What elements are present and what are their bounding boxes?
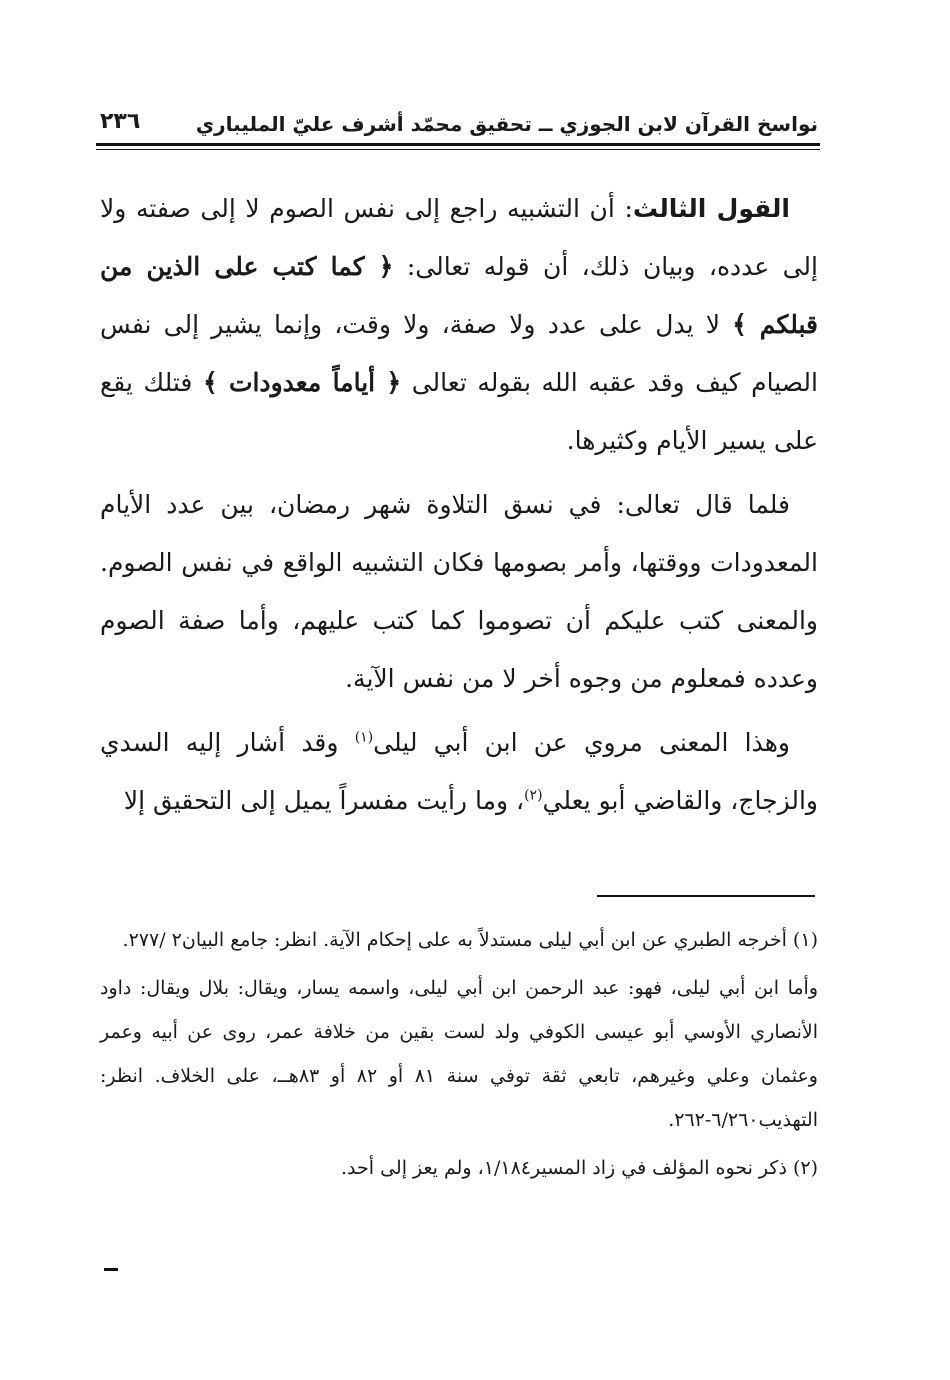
footnote-1: (١) أخرجه الطبري عن ابن أبي ليلى مستدلاً به على إحكام الآية. انظر: جامع البيان٢ /٢٧٧. bbox=[122, 929, 818, 951]
footnotes bbox=[100, 918, 818, 1194]
paragraph-third-opinion bbox=[100, 180, 818, 470]
quran-verse: ﴿ كما كتب على الذين من قبلكم ﴾ bbox=[100, 252, 818, 339]
footnote-separator bbox=[597, 895, 815, 897]
page-number: ٢٣٦ bbox=[100, 109, 141, 134]
paragraph-ramadan: فلما قال تعالى: في نسق التلاوة شهر رمضان، بين عدد الأيام المعدودات ووقتها، وأمر بصومها فكان التشبيه الواقع في نفس الصوم. والمعنى كتب عليكم أن تصوموا كما كتب عليهم، وأما صفة الصوم وعدده فمعلوم من وجوه أخر لا من نفس الآية. bbox=[100, 490, 818, 693]
bottom-mark bbox=[104, 1268, 118, 1271]
opinion-label: القول الثالث bbox=[632, 194, 790, 223]
paragraph-text: فتلك يقع على يسير الأيام وكثيرها. bbox=[100, 368, 818, 455]
running-title: نواسخ القرآن لابن الجوزي ــ تحقيق محمّد أشرف عليّ المليباري bbox=[195, 112, 818, 136]
paragraph-text: : أن التشبيه راجع إلى نفس الصوم لا إلى صفته ولا إلى عدده، وبيان ذلك، أن قوله تعالى: bbox=[100, 194, 818, 281]
footnote-1-biography: وأما ابن أبي ليلى، فهو: عبد الرحمن ابن أبي ليلى، واسمه يسار، ويقال: بلال ويقال: داود الأنصاري الأوسي أبو عيسى الكوفي ولد لست بقين من خلافة عمر، روى عن أبيه وعمر وعثمان وعلي وغيرهم، تابعي ثقة توفي سنة ٨١ أو ٨٢ أو ٨٣هــ، على الخلاف. انظر: التهذيب٦/٢٦٠-٢٦٢. bbox=[100, 977, 818, 1131]
paragraph-text: وقد أشار إليه السدي والزجاج، والقاضي أبو يعلي bbox=[100, 728, 818, 815]
paragraph-text: وهذا المعنى مروي عن ابن أبي ليلى bbox=[373, 728, 790, 757]
footnote-reference-1[interactable]: (١) bbox=[354, 729, 374, 746]
footnote-2: (٢) ذكر نحوه المؤلف في زاد المسير١/١٨٤، ولم يعز إلى أحد. bbox=[341, 1157, 818, 1179]
header-rule-thin bbox=[96, 149, 820, 150]
quran-verse: ﴿ أياماً معدودات ﴾ bbox=[202, 368, 402, 397]
paragraph-text: ، وما رأيت مفسراً يميل إلى التحقيق إلا bbox=[123, 786, 525, 815]
header-rule-thick bbox=[96, 143, 820, 146]
main-text bbox=[100, 180, 818, 836]
page-header bbox=[100, 104, 818, 144]
paragraph-narration bbox=[100, 714, 818, 830]
footnote-reference-2[interactable]: (٢) bbox=[524, 787, 543, 804]
paragraph-text: لا يدل على عدد ولا صفة، ولا وقت، وإنما يشير إلى نفس الصيام كيف وقد عقبه الله بقوله تعالى bbox=[100, 310, 818, 397]
